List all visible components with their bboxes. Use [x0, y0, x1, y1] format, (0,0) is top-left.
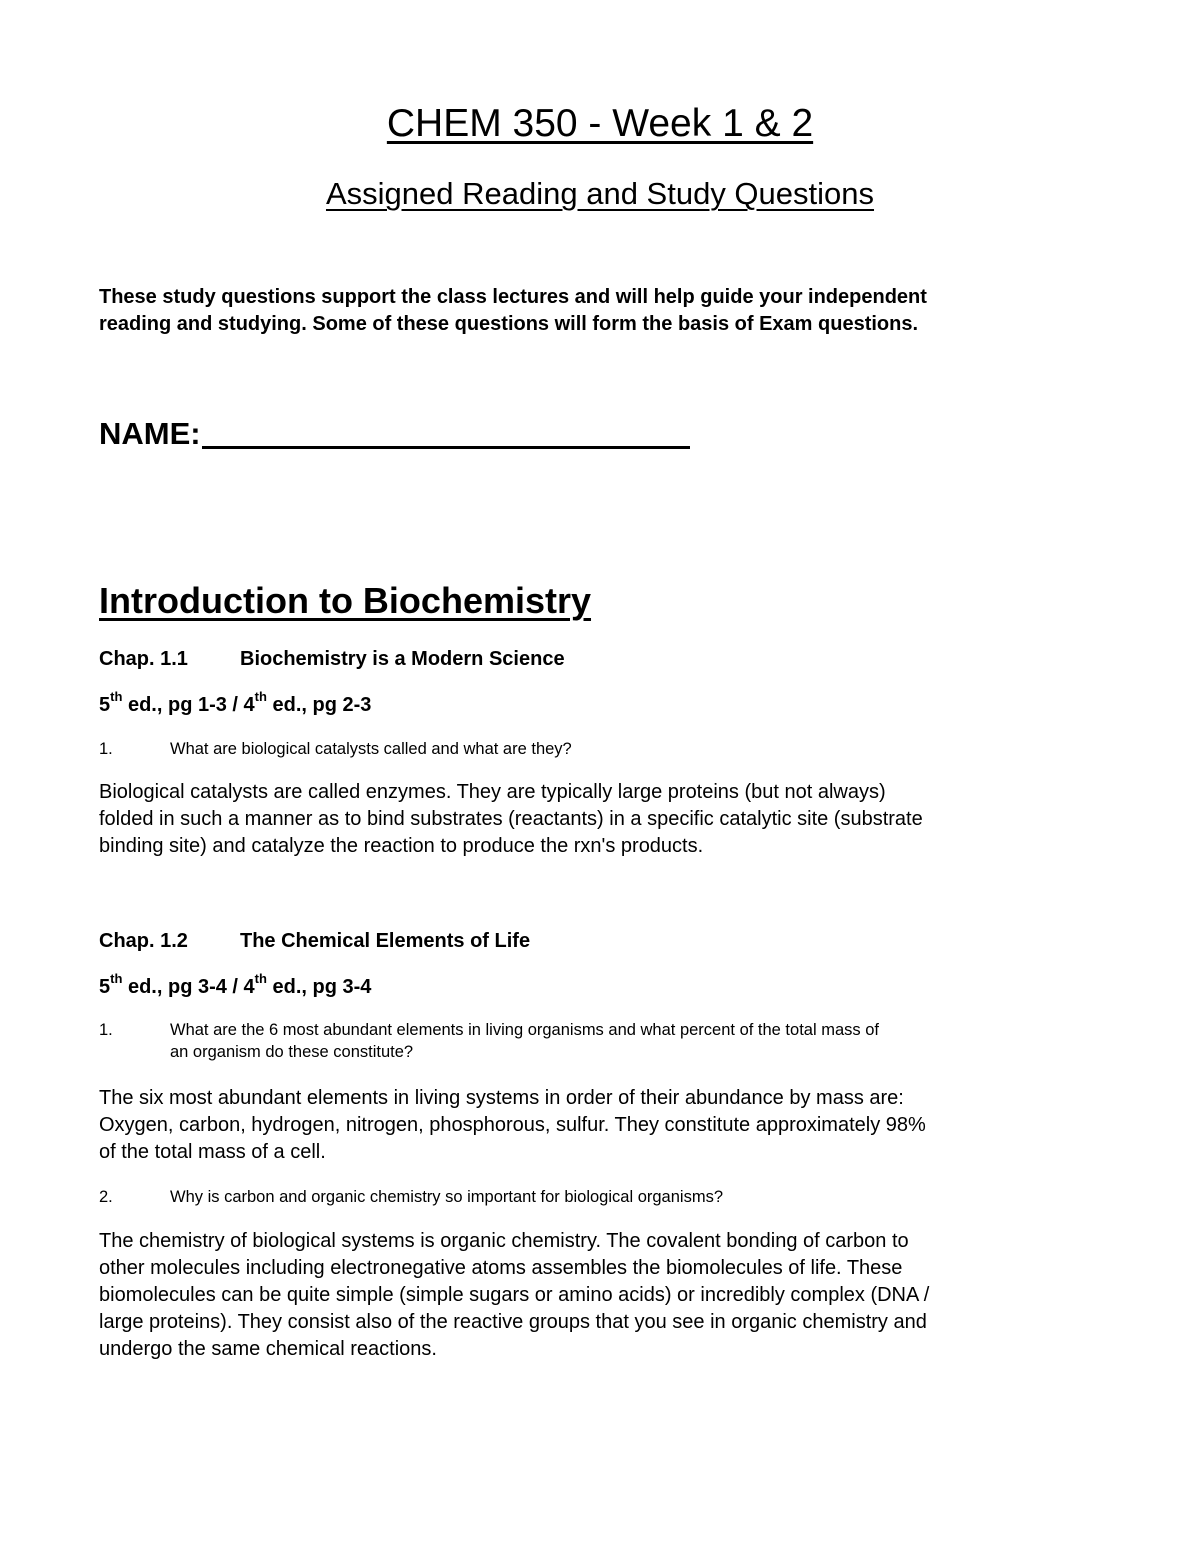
answer-paragraph	[99, 779, 1109, 860]
answer-line: biomolecules can be quite simple (simple sugars or amino acids) or incredibly complex (DNA /	[99, 1284, 930, 1306]
answer-line: other molecules including electronegative atoms assembles the biomolecules of life. These	[99, 1257, 903, 1279]
answer-line: binding site) and catalyze the reaction to produce the rxn's products.	[99, 835, 704, 857]
question-number: 2.	[99, 1188, 113, 1206]
answer-line: Oxygen, carbon, hydrogen, nitrogen, phosphorous, sulfur. They constitute approximately 98%	[99, 1114, 926, 1136]
document-title: CHEM 350 - Week 1 & 2	[386, 102, 814, 145]
section-heading: Introduction to Biochemistry	[99, 580, 592, 621]
question-number: 1.	[99, 1021, 113, 1039]
question-text: What are the 6 most abundant elements in living organisms and what percent of the total mass of	[170, 1021, 879, 1039]
edition-pages: 5th ed., pg 1-3 / 4th ed., pg 2-3	[99, 689, 372, 716]
answer-line: The six most abundant elements in living systems in order of their abundance by mass are:	[99, 1087, 904, 1109]
question-number: 1.	[99, 740, 113, 758]
edition-pages: 5th ed., pg 3-4 / 4th ed., pg 3-4	[99, 971, 372, 998]
study-question	[99, 1019, 879, 1063]
answer-paragraph	[99, 1228, 1109, 1363]
chapter-title: The Chemical Elements of Life	[240, 930, 531, 952]
study-question	[99, 738, 572, 760]
answer-line: undergo the same chemical reactions.	[99, 1338, 437, 1360]
chapter-heading	[99, 928, 530, 954]
question-text: an organism do these constitute?	[170, 1043, 414, 1061]
name-label: NAME:	[99, 416, 201, 451]
chapter-title: Biochemistry is a Modern Science	[240, 648, 565, 670]
intro-line: reading and studying. Some of these questions will form the basis of Exam questions.	[99, 313, 919, 335]
answer-line: Biological catalysts are called enzymes. They are typically large proteins (but not always)	[99, 781, 886, 803]
answer-line: folded in such a manner as to bind substrates (reactants) in a specific catalytic site (substrate	[99, 808, 923, 830]
chapter-heading	[99, 646, 565, 672]
question-text: What are biological catalysts called and what are they?	[170, 740, 572, 758]
answer-line: The chemistry of biological systems is organic chemistry. The covalent bonding of carbon to	[99, 1230, 909, 1252]
answer-line: of the total mass of a cell.	[99, 1141, 326, 1163]
chapter-number: Chap. 1.1	[99, 648, 188, 670]
question-text: Why is carbon and organic chemistry so important for biological organisms?	[170, 1188, 723, 1206]
intro-paragraph	[99, 284, 1109, 338]
intro-line: These study questions support the class lectures and will help guide your independent	[99, 286, 927, 308]
answer-line: large proteins). They consist also of the reactive groups that you see in organic chemistry and	[99, 1311, 927, 1333]
chapter-number: Chap. 1.2	[99, 930, 188, 952]
document-subtitle: Assigned Reading and Study Questions	[325, 176, 875, 211]
answer-paragraph	[99, 1085, 1109, 1166]
name-field-line[interactable]	[202, 446, 690, 449]
study-question	[99, 1186, 723, 1208]
